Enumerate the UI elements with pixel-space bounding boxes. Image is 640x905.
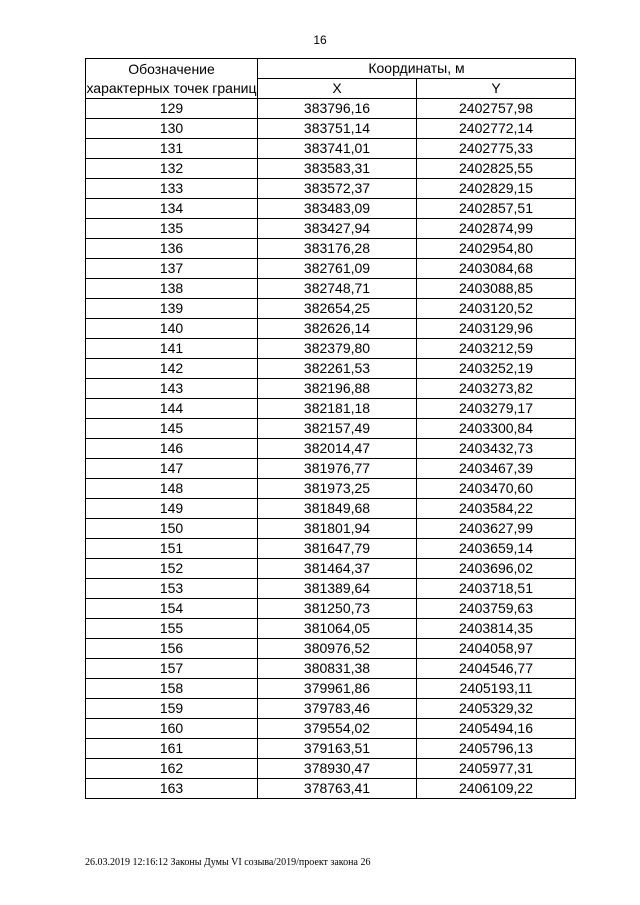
y-coordinate-cell: 2405494,16 (417, 719, 576, 739)
y-coordinate-cell: 2402757,98 (417, 99, 576, 119)
table-row (86, 539, 576, 559)
y-coordinate-cell: 2402775,33 (417, 139, 576, 159)
x-coordinate-cell: 381250,73 (258, 599, 417, 619)
y-coordinate-cell: 2405977,31 (417, 759, 576, 779)
point-number-cell: 141 (86, 339, 258, 359)
table-row (86, 379, 576, 399)
point-number-cell: 146 (86, 439, 258, 459)
point-number-cell: 138 (86, 279, 258, 299)
point-number-cell: 160 (86, 719, 258, 739)
table-row (86, 679, 576, 699)
x-coordinate-cell: 383751,14 (258, 119, 417, 139)
y-coordinate-cell: 2403120,52 (417, 299, 576, 319)
table-row (86, 739, 576, 759)
x-coordinate-cell: 382626,14 (258, 319, 417, 339)
point-number-cell: 163 (86, 779, 258, 799)
table-row (86, 699, 576, 719)
x-coordinate-cell: 383583,31 (258, 159, 417, 179)
table-row (86, 159, 576, 179)
table-row (86, 239, 576, 259)
x-coordinate-cell: 383796,16 (258, 99, 417, 119)
point-number-cell: 136 (86, 239, 258, 259)
y-coordinate-cell: 2403273,82 (417, 379, 576, 399)
table-row (86, 339, 576, 359)
y-coordinate-cell: 2403084,68 (417, 259, 576, 279)
table-row (86, 279, 576, 299)
y-coordinate-cell: 2403814,35 (417, 619, 576, 639)
table-row (86, 559, 576, 579)
x-coordinate-cell: 381849,68 (258, 499, 417, 519)
table-row (86, 439, 576, 459)
point-number-cell: 152 (86, 559, 258, 579)
x-column-header: X (258, 79, 417, 99)
x-coordinate-cell: 381976,77 (258, 459, 417, 479)
x-coordinate-cell: 381647,79 (258, 539, 417, 559)
point-number-cell: 129 (86, 99, 258, 119)
point-number-cell: 150 (86, 519, 258, 539)
x-coordinate-cell: 379554,02 (258, 719, 417, 739)
table-row (86, 299, 576, 319)
y-coordinate-cell: 2403696,02 (417, 559, 576, 579)
coordinates-header: Координаты, м (258, 59, 576, 79)
table-row (86, 459, 576, 479)
y-coordinate-cell: 2404546,77 (417, 659, 576, 679)
y-coordinate-cell: 2403759,63 (417, 599, 576, 619)
x-coordinate-cell: 382157,49 (258, 419, 417, 439)
x-coordinate-cell: 382261,53 (258, 359, 417, 379)
x-coordinate-cell: 382748,71 (258, 279, 417, 299)
x-coordinate-cell: 380976,52 (258, 639, 417, 659)
point-number-cell: 162 (86, 759, 258, 779)
table-row (86, 579, 576, 599)
x-coordinate-cell: 382181,18 (258, 399, 417, 419)
y-coordinate-cell: 2403432,73 (417, 439, 576, 459)
point-number-cell: 132 (86, 159, 258, 179)
point-number-cell: 151 (86, 539, 258, 559)
table-row (86, 219, 576, 239)
y-coordinate-cell: 2404058,97 (417, 639, 576, 659)
point-number-cell: 139 (86, 299, 258, 319)
y-coordinate-cell: 2403300,84 (417, 419, 576, 439)
y-coordinate-cell: 2405193,11 (417, 679, 576, 699)
point-number-cell: 133 (86, 179, 258, 199)
y-coordinate-cell: 2403212,59 (417, 339, 576, 359)
table-header (86, 59, 576, 99)
y-coordinate-cell: 2403252,19 (417, 359, 576, 379)
x-coordinate-cell: 379163,51 (258, 739, 417, 759)
y-coordinate-cell: 2402954,80 (417, 239, 576, 259)
table-row (86, 499, 576, 519)
point-number-cell: 154 (86, 599, 258, 619)
table-row (86, 119, 576, 139)
y-coordinate-cell: 2403627,99 (417, 519, 576, 539)
point-number-cell: 135 (86, 219, 258, 239)
x-coordinate-cell: 382761,09 (258, 259, 417, 279)
table-row (86, 139, 576, 159)
point-number-cell: 149 (86, 499, 258, 519)
table-row (86, 319, 576, 339)
point-number-cell: 140 (86, 319, 258, 339)
x-coordinate-cell: 381064,05 (258, 619, 417, 639)
x-coordinate-cell: 378930,47 (258, 759, 417, 779)
y-coordinate-cell: 2403584,22 (417, 499, 576, 519)
point-number-cell: 147 (86, 459, 258, 479)
x-coordinate-cell: 381464,37 (258, 559, 417, 579)
page-number: 16 (313, 33, 327, 47)
y-coordinate-cell: 2405329,32 (417, 699, 576, 719)
y-coordinate-cell: 2403718,51 (417, 579, 576, 599)
x-coordinate-cell: 379783,46 (258, 699, 417, 719)
point-number-cell: 157 (86, 659, 258, 679)
x-coordinate-cell: 383483,09 (258, 199, 417, 219)
point-designation-header: Обозначение характерных точек границ (86, 59, 258, 99)
table-row (86, 419, 576, 439)
y-coordinate-cell: 2403279,17 (417, 399, 576, 419)
point-number-cell: 134 (86, 199, 258, 219)
y-coordinate-cell: 2403129,96 (417, 319, 576, 339)
y-coordinate-cell: 2403659,14 (417, 539, 576, 559)
x-coordinate-cell: 383427,94 (258, 219, 417, 239)
point-number-cell: 153 (86, 579, 258, 599)
table-row (86, 719, 576, 739)
point-number-cell: 156 (86, 639, 258, 659)
x-coordinate-cell: 383572,37 (258, 179, 417, 199)
y-column-header: Y (417, 79, 576, 99)
y-coordinate-cell: 2403088,85 (417, 279, 576, 299)
point-number-cell: 142 (86, 359, 258, 379)
point-number-cell: 145 (86, 419, 258, 439)
x-coordinate-cell: 380831,38 (258, 659, 417, 679)
point-number-cell: 143 (86, 379, 258, 399)
x-coordinate-cell: 382654,25 (258, 299, 417, 319)
x-coordinate-cell: 381389,64 (258, 579, 417, 599)
point-number-cell: 155 (86, 619, 258, 639)
table-row (86, 179, 576, 199)
x-coordinate-cell: 382379,80 (258, 339, 417, 359)
point-number-cell: 131 (86, 139, 258, 159)
table-row (86, 359, 576, 379)
table-row (86, 519, 576, 539)
x-coordinate-cell: 383741,01 (258, 139, 417, 159)
y-coordinate-cell: 2402772,14 (417, 119, 576, 139)
table-row (86, 399, 576, 419)
table-row (86, 99, 576, 119)
table-row (86, 619, 576, 639)
point-number-cell: 148 (86, 479, 258, 499)
table-row (86, 479, 576, 499)
table-row (86, 199, 576, 219)
point-number-cell: 144 (86, 399, 258, 419)
point-number-cell: 159 (86, 699, 258, 719)
y-coordinate-cell: 2402829,15 (417, 179, 576, 199)
x-coordinate-cell: 382196,88 (258, 379, 417, 399)
point-number-cell: 130 (86, 119, 258, 139)
x-coordinate-cell: 381801,94 (258, 519, 417, 539)
table-row (86, 259, 576, 279)
x-coordinate-cell: 381973,25 (258, 479, 417, 499)
point-number-cell: 137 (86, 259, 258, 279)
y-coordinate-cell: 2403470,60 (417, 479, 576, 499)
y-coordinate-cell: 2403467,39 (417, 459, 576, 479)
y-coordinate-cell: 2405796,13 (417, 739, 576, 759)
y-coordinate-cell: 2402874,99 (417, 219, 576, 239)
table-row (86, 779, 576, 799)
point-number-cell: 161 (86, 739, 258, 759)
table-row (86, 759, 576, 779)
table-row (86, 659, 576, 679)
x-coordinate-cell: 379961,86 (258, 679, 417, 699)
x-coordinate-cell: 378763,41 (258, 779, 417, 799)
point-number-cell: 158 (86, 679, 258, 699)
y-coordinate-cell: 2402857,51 (417, 199, 576, 219)
coordinates-table (85, 58, 576, 799)
y-coordinate-cell: 2402825,55 (417, 159, 576, 179)
x-coordinate-cell: 382014,47 (258, 439, 417, 459)
y-coordinate-cell: 2406109,22 (417, 779, 576, 799)
table-row (86, 639, 576, 659)
table-row (86, 599, 576, 619)
document-footer: 26.03.2019 12:16:12 Законы Думы VI созыва/2019/проект закона 26 (85, 857, 371, 868)
table-body (86, 99, 576, 799)
x-coordinate-cell: 383176,28 (258, 239, 417, 259)
